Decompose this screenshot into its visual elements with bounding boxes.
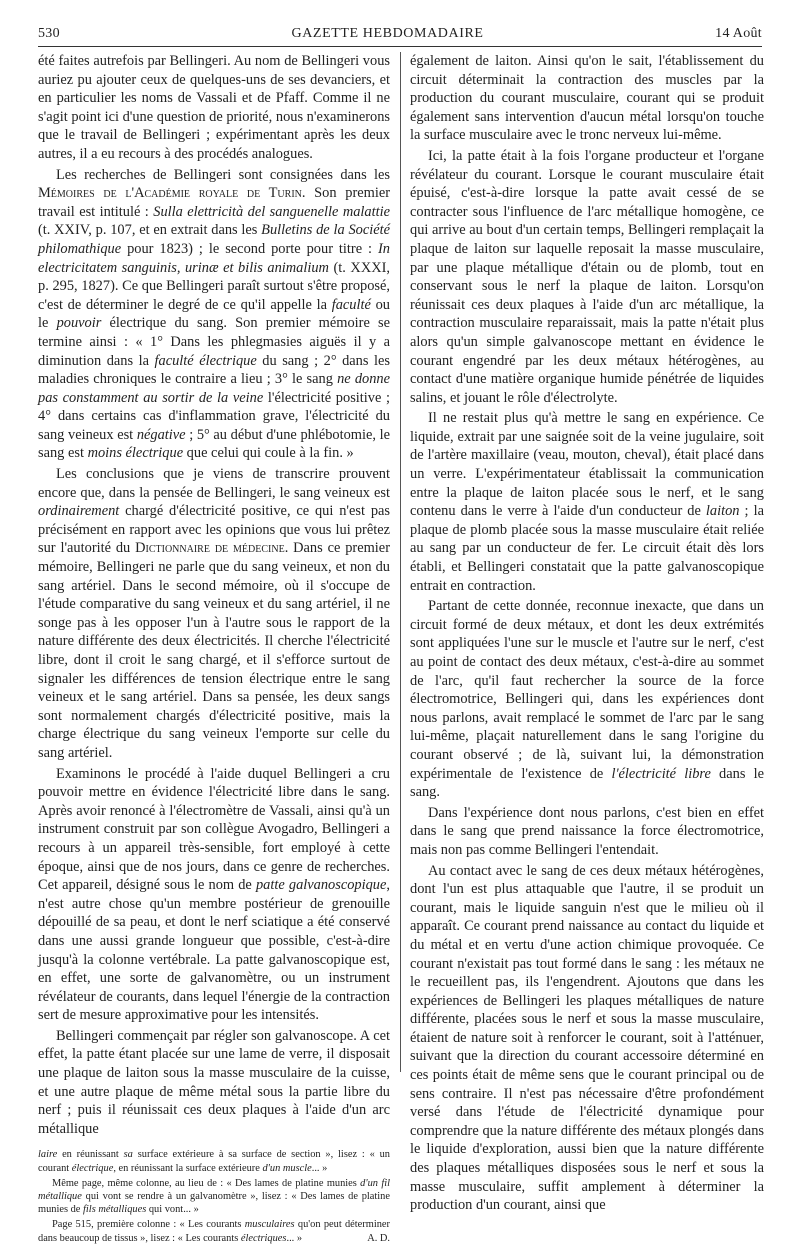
paragraph: Ici, la patte était à la fois l'organe producteur et l'organe révélateur du courant. Lorsque le courant musculaire était épuisé, c'est-à-dire lorsque la patte avait cessé de se contracter sous l'influence de l'arc métallique homogène, ce qui arrive au bout d'un certain temps, Bellingeri remplaçait la plaque de laiton sur laquelle reposait la masse musculaire, par une plaque métallique d'étain ou de plomb, tout en conservant sous le nerf la plaque de laiton. Lorsqu'on réunissait ces deux plaques à l'aide d'un arc métallique, la contraction musculaire reparaissait, mais la patte n'était plus alors qu'un simple galvanoscope mettant en évidence le courant engendré par les deux métaux hétérogènes, au contact d'une matière organique humide pénétrée de liquides salins, et jouant le rôle d'électrolyte. bbox=[410, 147, 764, 406]
paragraph: Les recherches de Bellingeri sont consignées dans les Mémoires de l'Académie royale de Turin. Son premier travail est intitulé : Sulla elettricità del sanguenelle malattie (t. XXIV, p. 107, et en extrait dans les Bulletins de la Société philomathique pour 1823) ; le second porte pour titre : In electricitatem sanguinis, urinæ et bilis animalium (t. XXXI, p. 295, 1827). Ce que Bellingeri paraît surtout s'être proposé, c'est de déterminer le degré de ce qu'il appelle la faculté ou le pouvoir électrique du sang. Son premier mémoire se termine ainsi : « 1° Dans les phlegmasies aiguës il y a diminution dans la faculté électrique du sang ; 2° dans les maladies chroniques le contraire a lieu ; 3° le sang ne donne pas constamment au sortir de la veine l'électricité positive ; 4° dans certains cas d'inflammation grave, l'électricité du sang veineux est négative ; 5° au début d'une phlébotomie, le sang est moins électrique que celui qui coule à la fin. » bbox=[38, 166, 391, 462]
paragraph: Il ne restait plus qu'à mettre le sang en expérience. Ce liquide, extrait par une saignée soit de la veine jugulaire, soit de l'artère maxillaire (veau, mouton, cheval), était placé dans un verre. L'expérimentateur établissait la communication entre la plaque de laiton placée sous le nerf, et le sang contenu dans le verre à l'aide d'un conducteur de laiton ; la plaque de plomb placée sous la masse musculaire était reliée au sang par un conducteur de fer. Le circuit était dès lors établi, et Bellingeri constatait que la patte galvanoscopique entrait en contraction. bbox=[410, 410, 764, 594]
signature: A. D. bbox=[367, 1232, 390, 1244]
journal-title: GAZETTE HEBDOMADAIRE bbox=[291, 26, 484, 41]
footnote: Même page, même colonne, au lieu de : « Des lames de platine munies d'un fil métallique qui vont se rendre à un galvanomètre », lisez : « Des lames de platine munies de fils métalliques qui vont... » bbox=[38, 1177, 390, 1216]
page-number: 530 bbox=[38, 26, 60, 41]
paragraph: Les conclusions que je viens de transcrire prouvent encore que, dans la pensée de Bellingeri, le sang veineux est ordinairement chargé d'électricité positive, ce qui n'est pas précisément en rapport avec les opinions que vous lui prêtez sur l'autorité du Dictionnaire de médecine. Dans ce premier mémoire, Bellingeri ne parle que du sang veineux, et non du sang artériel. Dans le second mémoire, où il s'occupe de l'étude comparative du sang veineux et du sang artériel, il ne songe pas à les opposer l'un à l'autre sous le rapport de la nature différente des deux électricités. Il cherche l'électricité libre, dont il croit le sang chargé, et il s'efforce surtout de signaler les différences de tension électrique entre le sang veineux et le sang artériel. Dans sa pensée, les deux sangs sont normalement chargés d'électricité positive, mais la charge électrique du sang veineux l'emporte sur celle du sang artériel. bbox=[38, 466, 390, 761]
paragraph: également de laiton. Ainsi qu'on le sait, l'établissement du circuit déterminait la contraction des muscles par la production du courant musculaire, courant qui se produit également sans intervention d'aucun métal lorsqu'on touche la surface musculaire avec le tronc nerveux lui-même. bbox=[410, 53, 764, 144]
footnotes bbox=[38, 1148, 390, 1244]
header-rule bbox=[38, 46, 762, 47]
issue-date: 14 Août bbox=[715, 26, 762, 41]
paragraph: Examinons le procédé à l'aide duquel Bellingeri a cru pouvoir mettre en évidence l'électricité libre dans le sang. Après avoir renoncé à l'électromètre de Vassali, ainsi qu'à un instrument construit par son collègue Avogadro, Bellingeri a recours à un appareil très-sensible, fort employé à cette époque, ainsi que de nos jours, dans ce genre de recherches. Cet appareil, désigné sous le nom de patte galvanoscopique, n'est autre chose qu'un membre postérieur de grenouille dépouillé de sa peau, et dont le nerf sciatique a été conservé dans une aussi grande longueur que possible, c'est-à-dire jusqu'à la colonne vertébrale. La patte galvanoscopique est, en effet, une sorte de galvanomètre, ou un instrument révélateur de courants, dans lequel l'énergie de la contraction sert de mesure approximative pour les intensités. bbox=[38, 765, 391, 1024]
paragraph: Dans l'expérience dont nous parlons, c'est bien en effet dans le sang que prend naissance la force électromotrice, mais non pas comme Bellingeri l'entendait. bbox=[410, 804, 764, 858]
paragraph: Au contact avec le sang de ces deux métaux hétérogènes, dont l'un est plus attaquable que l'autre, il se produit un courant, mais le liquide sanguin n'est que le milieu où il apparaît. Ce courant prend naissance au contact du liquide et du métal et en vertu d'une action chimique provoquée. Ce courant n'existait pas tout formé dans le sang : les métaux ne le recueillent pas, ils l'engendrent. Ajoutons que dans les expériences de Bellingeri les plaques métalliques de nature différente, placées sous le nerf et sous la masse musculaire, étaient de nature soit à renforcer le courant, soit à l'atténuer, suivant que la direction du courant accessoire déterminé en ces points était de même sens que le courant principal ou de sens contraire. Il n'est pas nécessaire d'être profondément versé dans l'étude de l'électricité dynamique pour comprendre que la nature différente des métaux plongés dans le liquide d'exploration, aussi bien que la nature différente des plaques métalliques disposées sous le nerf et sous la masse musculaire, suffit amplement à déterminer la production d'un courant, ainsi que bbox=[410, 862, 764, 1214]
paragraph: Partant de cette donnée, reconnue inexacte, que dans un circuit formé de deux métaux, et dont les deux extrémités sont appliquées l'une sur le muscle et l'autre sur le nerf, c'est au point de contact des deux métaux, c'est-à-dire au sommet de l'arc, qu'il faut rechercher la source de la force électromotrice, Bellingeri qui, dans les expériences dont nous parlons, avait remplacé le sommet de l'arc par le sang lui-même, plaçait naturellement dans le sang l'origine du courant observé ; de là, suivant lui, la démonstration expérimentale de l'existence de l'électricité libre dans le sang. bbox=[410, 598, 764, 801]
left-column bbox=[38, 52, 391, 1244]
column-divider bbox=[400, 52, 401, 1072]
footnote: laire en réunissant sa surface extérieure à sa surface de section », lisez : « un courant électrique, en réunissant la surface extérieure d'un muscle... » bbox=[38, 1149, 390, 1174]
right-column bbox=[410, 52, 764, 1214]
footnote: Page 515, première colonne : « Les courants musculaires qu'on peut déterminer dans beaucoup de tissus », lisez : « Les courants électriques... » A. D. bbox=[38, 1219, 390, 1244]
paragraph: Bellingeri commençait par régler son galvanoscope. A cet effet, la patte étant placée sur une lame de verre, il disposait une plaque de laiton sous la masse musculaire de la cuisse, et une autre plaque de même métal sous la partie libre du nerf ; puis il réunissait ces deux plaques à l'aide d'un arc métallique bbox=[38, 1027, 390, 1137]
page-header bbox=[38, 26, 762, 48]
paragraph: été faites autrefois par Bellingeri. Au nom de Bellingeri vous auriez pu ajouter ceux de quelques-uns de ses devanciers, et en particulier les noms de Vassali et de Pfaff. Comme il ne s'agit point ici d'une question de priorité, nous n'examinerons que le travail de Bellingeri ; expérimentant après les deux autres, il a eu recours à des procédés analogues. bbox=[38, 53, 390, 162]
